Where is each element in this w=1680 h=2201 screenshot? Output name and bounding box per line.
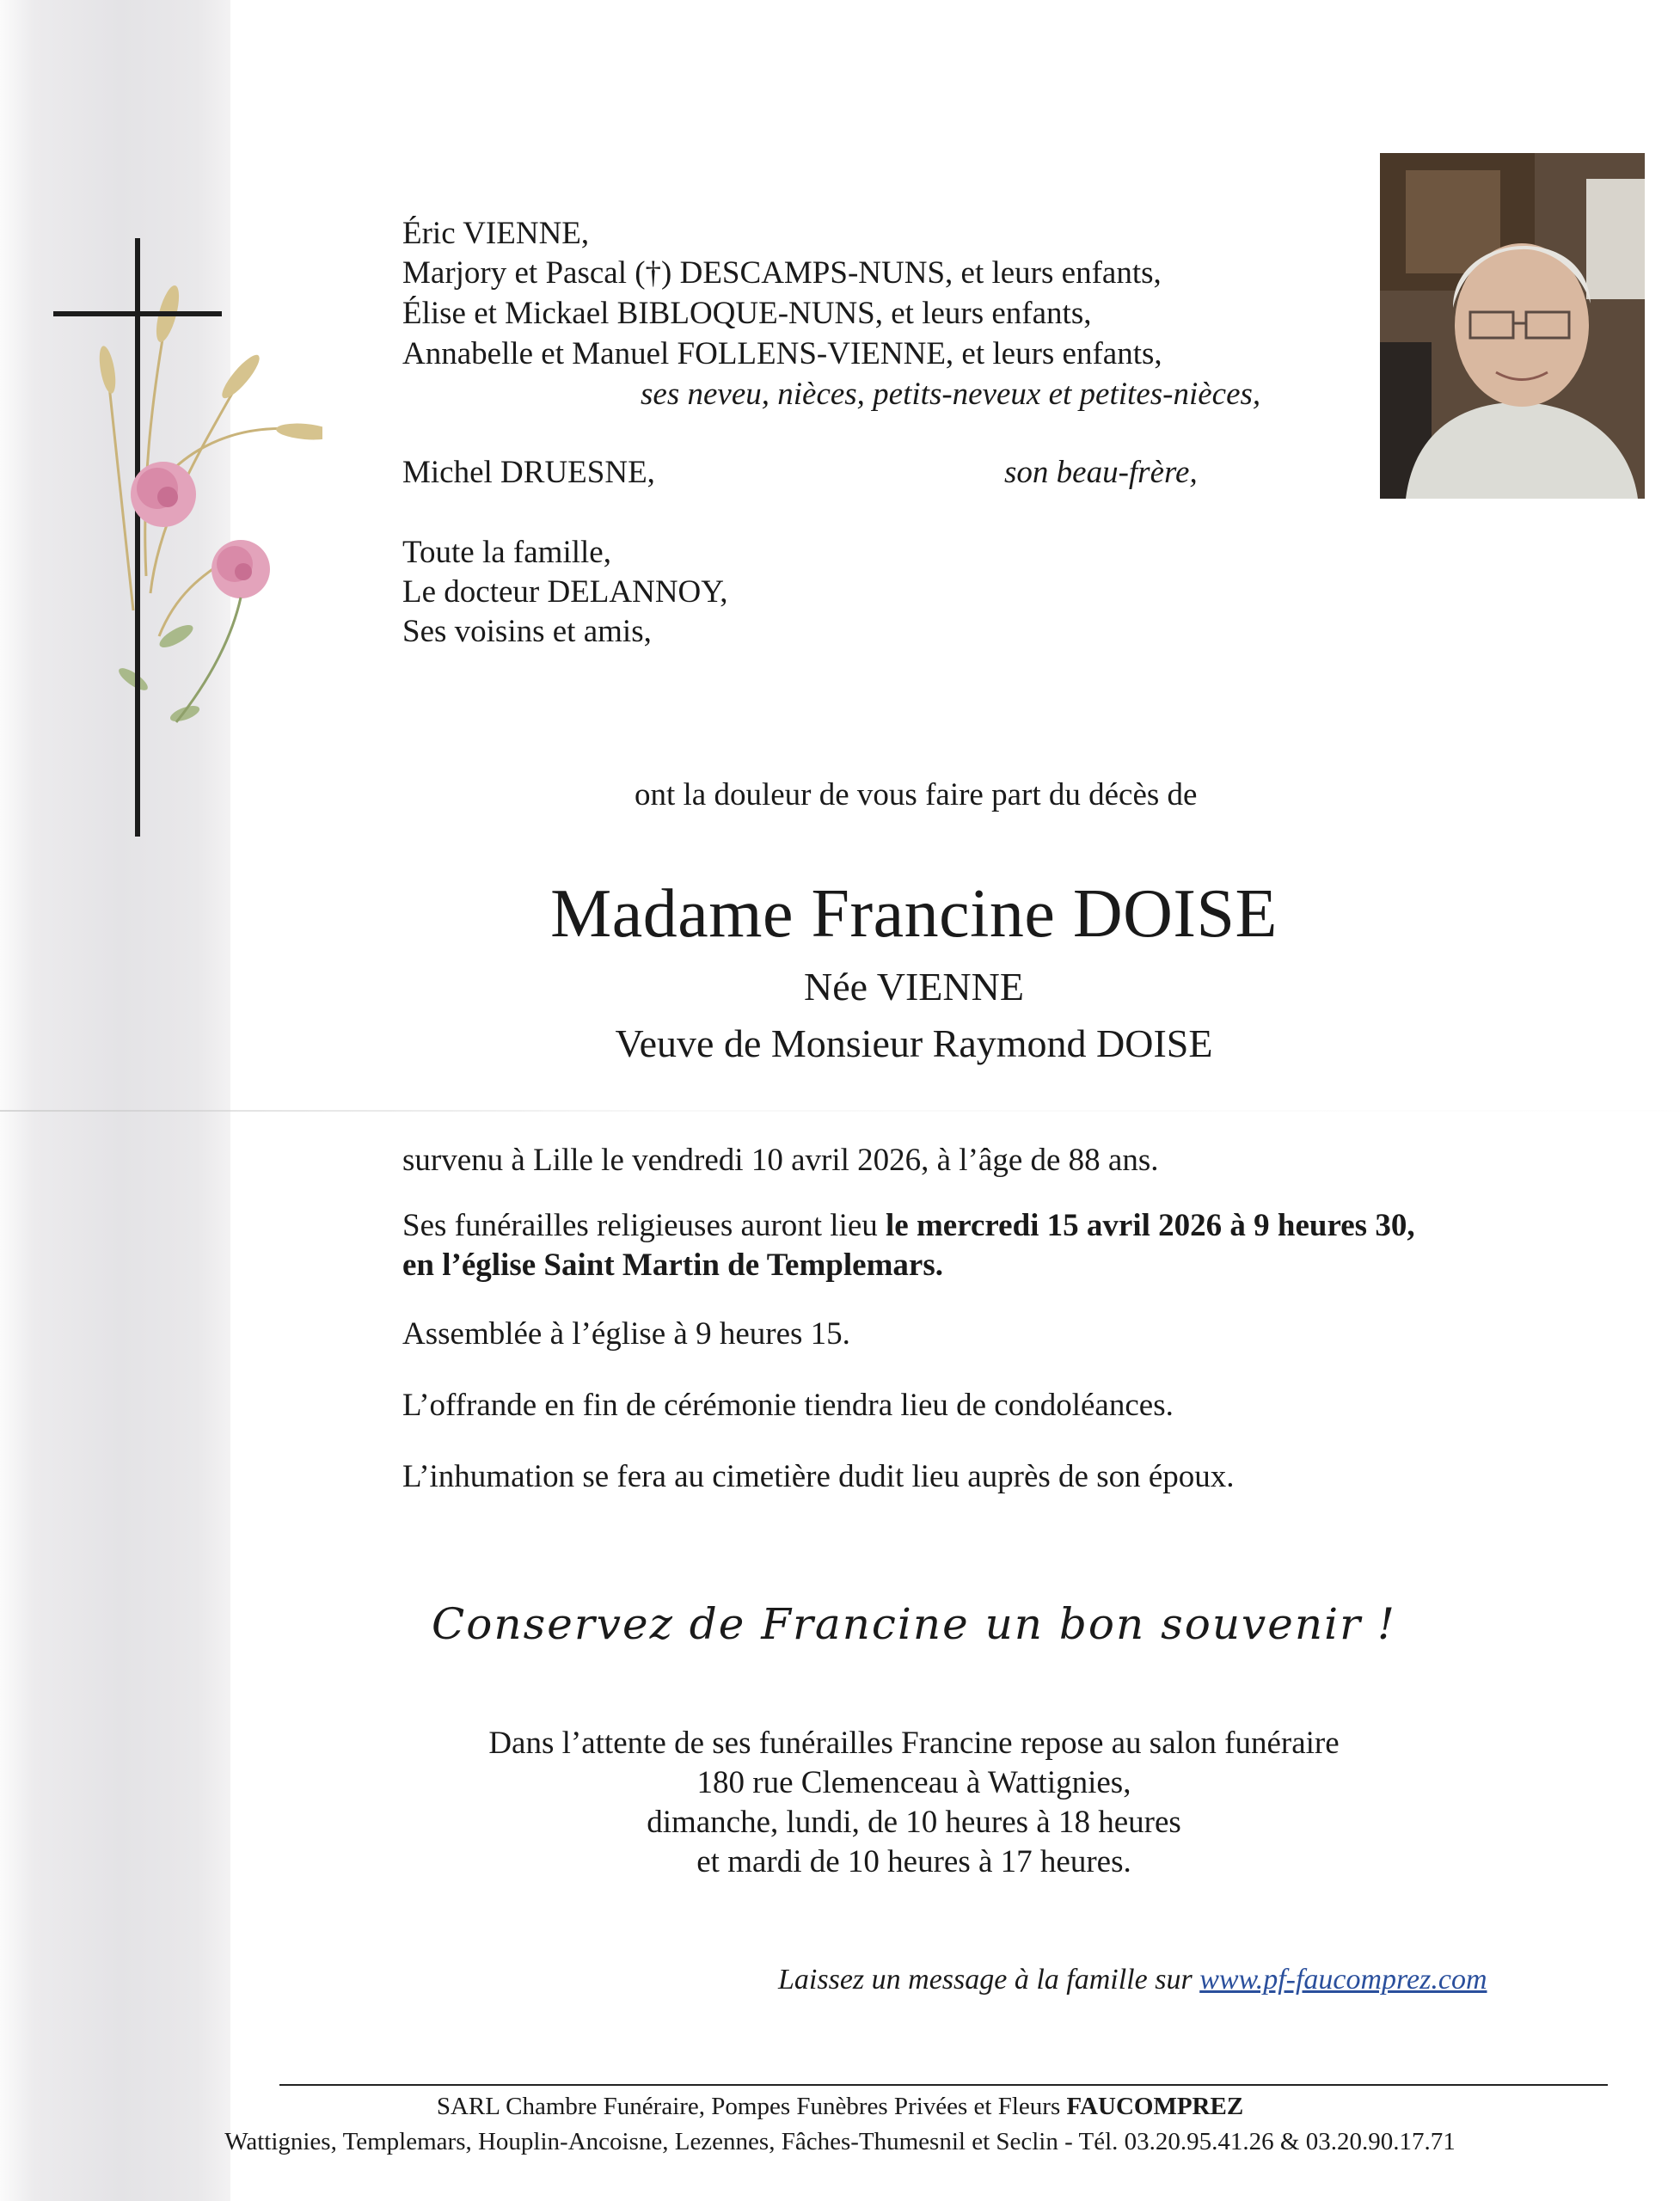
fold-line <box>0 1110 1680 1112</box>
announcement-text: ont la douleur de vous faire part du décès de <box>635 777 1198 812</box>
family-other: Toute la famille, <box>402 535 611 570</box>
wheat-ears <box>96 284 322 442</box>
viewing-line: dimanche, lundi, de 10 heures à 18 heures <box>647 1805 1181 1840</box>
maiden-name: Née VIENNE <box>804 965 1024 1009</box>
rose-icon <box>212 540 270 598</box>
widow-of: Veuve de Monsieur Raymond DOISE <box>615 1021 1213 1065</box>
funeral-details <box>402 1206 1415 1246</box>
offering-details: L’offrande en fin de cérémonie tiendra lieu de condoléances. <box>402 1388 1174 1423</box>
rose-icon <box>131 462 196 527</box>
footer-company-name: FAUCOMPREZ <box>1066 2093 1244 2120</box>
family-line: Marjory et Pascal (†) DESCAMPS-NUNS, et leurs enfants, <box>402 255 1162 291</box>
funeral-prefix: Ses funérailles religieuses auront lieu <box>402 1208 886 1243</box>
cross-icon <box>56 241 219 834</box>
funeral-location: en l’église Saint Martin de Templemars. <box>402 1248 943 1283</box>
footer-contact: Wattignies, Templemars, Houplin-Ancoisne, Lezennes, Fâches-Thumesnil et Seclin - Tél. 03.20.95.41.26 & 03.20.90.17.71 <box>224 2128 1456 2155</box>
footer-company-prefix: SARL Chambre Funéraire, Pompes Funèbres Privées et Fleurs <box>436 2093 1067 2120</box>
brother-in-law-name: Michel DRUESNE, <box>402 455 655 490</box>
family-other: Le docteur DELANNOY, <box>402 574 728 610</box>
family-line: Éric VIENNE, <box>402 216 590 251</box>
footer-company <box>0 2093 1680 2121</box>
death-details: survenu à Lille le vendredi 10 avril 2026, à l’âge de 88 ans. <box>402 1143 1159 1178</box>
memory-message: Conservez de Francine un bon souvenir ! <box>432 1599 1396 1649</box>
relation-brother-in-law: son beau-frère, <box>1004 455 1198 490</box>
family-line: Élise et Mickael BIBLOQUE-NUNS, et leurs enfants, <box>402 296 1092 331</box>
message-line <box>778 1960 1487 2000</box>
assembly-details: Assemblée à l’église à 9 heures 15. <box>402 1316 850 1352</box>
viewing-line: 180 rue Clemenceau à Wattignies, <box>696 1765 1131 1800</box>
burial-details: L’inhumation se fera au cimetière dudit lieu auprès de son époux. <box>402 1459 1235 1494</box>
message-text: Laissez un message à la famille sur <box>778 1964 1200 1996</box>
funeral-date: le mercredi 15 avril 2026 à 9 heures 30, <box>886 1208 1415 1243</box>
website-link[interactable]: www.pf-faucomprez.com <box>1199 1964 1487 1996</box>
cross-with-roses-illustration <box>47 232 322 851</box>
relation-nephews: ses neveu, nièces, petits-neveux et petites-nièces, <box>641 377 1261 412</box>
viewing-line: et mardi de 10 heures à 17 heures. <box>696 1844 1131 1879</box>
deceased-name: Madame Francine DOISE <box>550 876 1278 952</box>
viewing-line: Dans l’attente de ses funérailles Francine repose au salon funéraire <box>488 1726 1340 1761</box>
family-line: Annabelle et Manuel FOLLENS-VIENNE, et leurs enfants, <box>402 336 1162 371</box>
leaves <box>116 621 202 725</box>
footer-divider <box>279 2084 1608 2086</box>
portrait-photo <box>1380 153 1645 499</box>
family-other: Ses voisins et amis, <box>402 614 652 649</box>
